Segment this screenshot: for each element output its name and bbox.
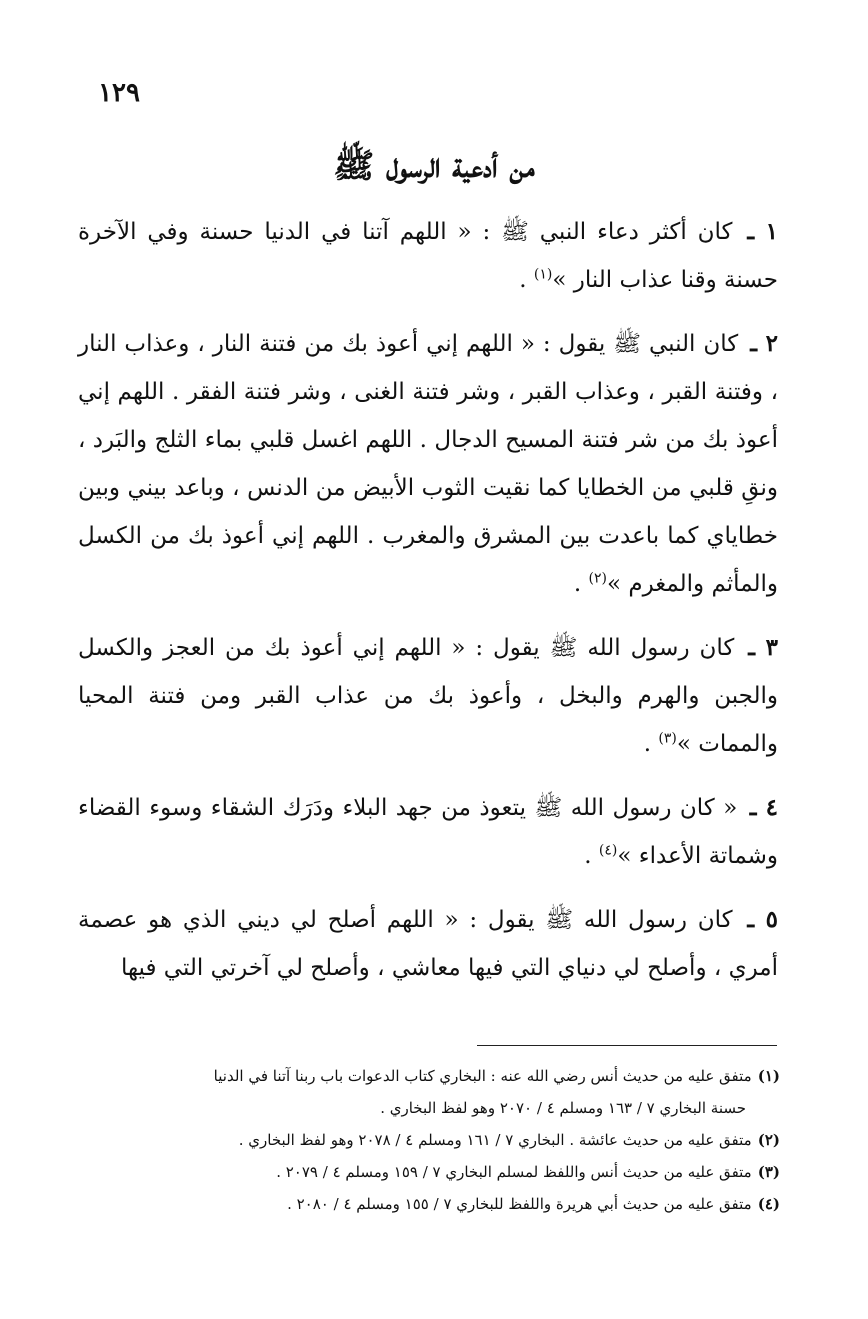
chapter-title: من أدعية الرسول ﷺ (333, 146, 535, 186)
paragraph-number: ٥ ـ (747, 906, 779, 933)
footnote-number: (١) (757, 1067, 780, 1085)
paragraph-2 (78, 320, 778, 608)
page-number: ١٢٩ (98, 78, 140, 108)
footnote-number: (٣) (757, 1163, 780, 1181)
footnote-ref[interactable]: (٣) (658, 730, 677, 747)
paragraph-tail: . (519, 267, 534, 293)
footnotes (80, 1060, 780, 1220)
paragraph-text: كان أكثر دعاء النبي ﷺ : « اللهم آتنا في الدنيا حسنة وفي الآخرة حسنة وقنا عذاب النار » (78, 219, 778, 293)
footnote-ref[interactable]: (١) (533, 266, 553, 283)
paragraph-3 (78, 624, 778, 768)
footnote-text: متفق عليه من حديث أنس واللفظ لمسلم البخاري ٧ / ١٥٩ ومسلم ٤ / ٢٠٧٩ . (276, 1163, 752, 1181)
main-text (78, 208, 778, 1008)
paragraph-number: ٤ ـ (749, 794, 779, 821)
paragraph-text: كان رسول الله ﷺ يقول : « اللهم أصلح لي ديني الذي هو عصمة أمري ، وأصلح لي دنياي التي فيها معاشي ، وأصلح لي آخرتي التي فيها (78, 907, 778, 981)
footnote-ref[interactable]: (٢) (588, 570, 607, 587)
paragraph-tail: . (584, 843, 599, 869)
paragraph-text: كان النبي ﷺ يقول : « اللهم إني أعوذ بك من فتنة النار ، وعذاب النار ، وفتنة القبر ، وعذاب القبر ، وشر فتنة الغنى ، وشر فتنة الفقر . اللهم إني أعوذ بك من شر فتنة المسيح الدجال . اللهم اغسل قلبي بماء الثلج والبَرد ، ونقِ قلبي من الخطايا كما نقيت الثوب الأبيض من الدنس ، وباعد بيني وبين خطاياي كما باعدت بين المشرق والمغرب . اللهم إني أعوذ بك من الكسل والمأثم والمغرم » (78, 331, 778, 597)
paragraph-number: ٢ ـ (750, 330, 778, 357)
footnote-text: متفق عليه من حديث أبي هريرة واللفظ للبخاري ٧ / ١٥٥ ومسلم ٤ / ٢٠٨٠ . (287, 1195, 752, 1213)
paragraph-1 (78, 208, 778, 304)
footnote-number: (٤) (757, 1195, 780, 1213)
paragraph-number: ٣ ـ (748, 634, 779, 661)
footnote-1 (80, 1060, 780, 1092)
footnote-4 (80, 1188, 780, 1220)
footnote-1-continuation: حسنة البخاري ٧ / ١٦٣ ومسلم ٤ / ٢٠٧٠ وهو لفظ البخاري . (380, 1099, 746, 1117)
paragraph-4 (78, 784, 778, 880)
footnote-number: (٢) (757, 1131, 780, 1149)
footnote-text: متفق عليه من حديث أنس رضي الله عنه : البخاري كتاب الدعوات باب ربنا آتنا في الدنيا (213, 1067, 752, 1085)
paragraph-tail: . (573, 571, 589, 597)
paragraph-tail: . (643, 731, 659, 757)
paragraph-5 (78, 896, 778, 992)
footnote-ref[interactable]: (٤) (598, 842, 618, 859)
footnote-separator (477, 1045, 777, 1046)
footnote-3 (80, 1156, 780, 1188)
footnote-text: متفق عليه من حديث عائشة . البخاري ٧ / ١٦١ ومسلم ٤ / ٢٠٧٨ وهو لفظ البخاري . (238, 1131, 752, 1149)
paragraph-text: كان رسول الله ﷺ يقول : « اللهم إني أعوذ بك من العجز والكسل والجبن والهرم والبخل ، وأعوذ بك من عذاب القبر ومن فتنة المحيا والممات » (78, 635, 779, 757)
paragraph-number: ١ ـ (747, 218, 778, 245)
footnote-2 (80, 1124, 780, 1156)
paragraph-text: « كان رسول الله ﷺ يتعوذ من جهد البلاء ودَرَك الشقاء وسوء القضاء وشماتة الأعداء » (78, 795, 778, 869)
